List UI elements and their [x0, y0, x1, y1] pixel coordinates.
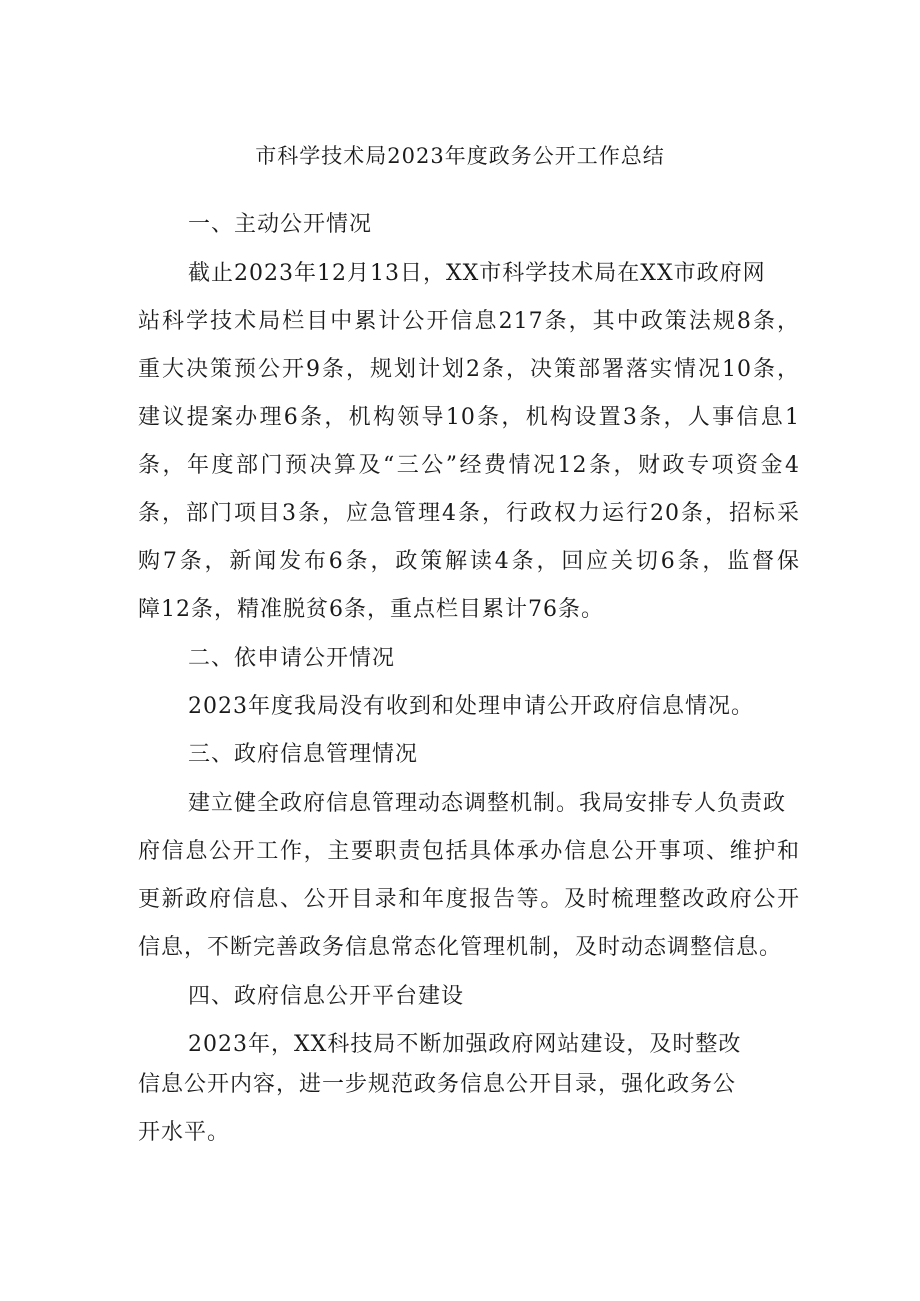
paragraph-line: 开水平。 — [138, 1120, 231, 1145]
paragraph-line: 重大决策预公开9条，规划计划2条，决策部署落实情况10条， — [138, 357, 800, 382]
paragraph-line: 站科学技术局栏目中累计公开信息217条，其中政策法规8条， — [138, 309, 800, 334]
paragraph-line: 建议提案办理6条，机构领导10条，机构设置3条，人事信息1 — [138, 405, 800, 430]
paragraph-line: 条，年度部门预决算及“三公”经费情况12条，财政专项资金4 — [138, 453, 800, 478]
paragraph-line: 截止2023年12月13日，XX市科学技术局在XX市政府网 — [188, 261, 766, 286]
paragraph-line: 障12条，精准脱贫6条，重点栏目累计76条。 — [138, 597, 604, 622]
paragraph-line: 府信息公开工作，主要职责包括具体承办信息公开事项、维护和 — [138, 839, 800, 864]
section-heading-4: 四、政府信息公开平台建设 — [188, 984, 465, 1009]
paragraph-line: 建立健全政府信息管理动态调整机制。我局安排专人负责政 — [188, 791, 787, 816]
paragraph-line: 2023年度我局没有收到和处理申请公开政府信息情况。 — [188, 694, 754, 719]
paragraph-line: 更新政府信息、公开目录和年度报告等。及时梳理整改政府公开 — [138, 887, 800, 912]
section-heading-2: 二、依申请公开情况 — [188, 646, 396, 671]
paragraph-line: 信息，不断完善政务信息常态化管理机制，及时动态调整信息。 — [138, 935, 783, 960]
paragraph-line: 信息公开内容，进一步规范政务信息公开目录，强化政务公 — [138, 1072, 737, 1097]
paragraph-line: 条，部门项目3条，应急管理4条，行政权力运行20条，招标采 — [138, 501, 800, 526]
document-title: 市科学技术局2023年度政务公开工作总结 — [255, 144, 665, 168]
paragraph-line: 购7条，新闻发布6条，政策解读4条，回应关切6条，监督保 — [138, 549, 800, 574]
paragraph-line: 2023年，XX科技局不断加强政府网站建设，及时整改 — [188, 1032, 742, 1057]
section-heading-3: 三、政府信息管理情况 — [188, 742, 419, 767]
section-heading-1: 一、主动公开情况 — [188, 212, 373, 237]
